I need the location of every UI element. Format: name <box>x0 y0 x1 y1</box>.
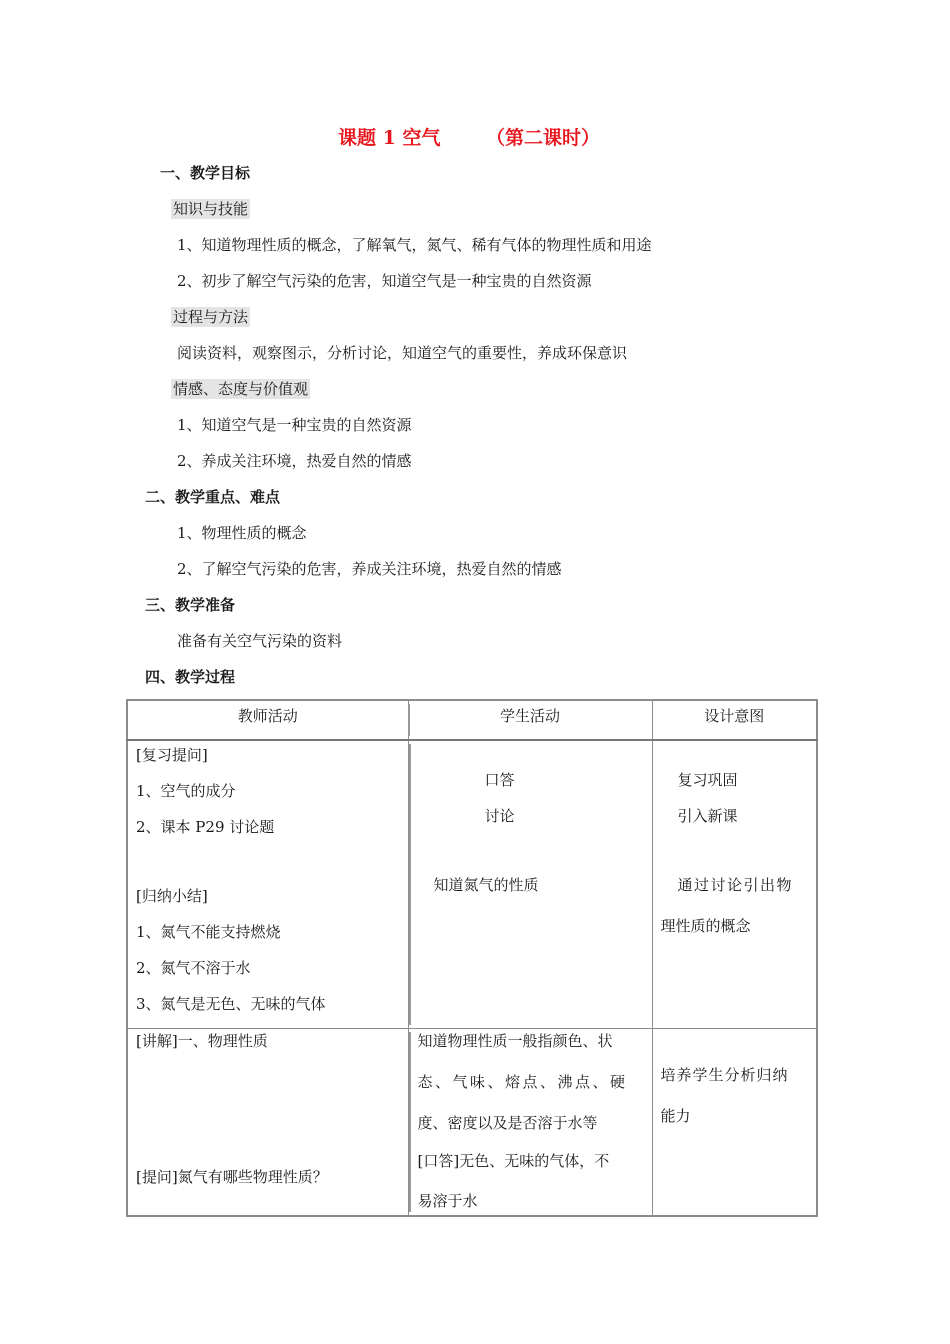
header-cell-design <box>652 700 817 740</box>
design-line: 能力 <box>660 1106 691 1125</box>
list-item: 1、知道空气是一种宝贵的自然资源 <box>177 416 412 434</box>
student-cell <box>408 1028 652 1216</box>
student-line: 知道氮气的性质 <box>433 876 539 894</box>
subsection-label-process: 过程与方法 <box>173 308 249 326</box>
list-item: 准备有关空气污染的资料 <box>177 632 343 650</box>
subsection-label-attitude: 情感、态度与价值观 <box>173 380 309 398</box>
student-line: 讨论 <box>484 807 515 825</box>
table-header-row <box>127 700 817 740</box>
teacher-line: [复习提问] <box>136 746 208 764</box>
design-cell <box>652 1028 817 1216</box>
subsection-label-knowledge: 知识与技能 <box>173 200 249 218</box>
list-item: 2、初步了解空气污染的危害，知道空气是一种宝贵的自然资源 <box>177 272 592 290</box>
header-cell-student <box>408 700 652 740</box>
design-line: 培养学生分析归纳 <box>660 1065 789 1084</box>
page-title: 课题 1 空气 <box>338 127 441 149</box>
list-item: 阅读资料，观察图示，分析讨论，知道空气的重要性，养成环保意识 <box>177 344 628 362</box>
header-teacher-activity: 教师活动 <box>237 707 298 725</box>
list-item: 1、物理性质的概念 <box>177 524 307 542</box>
design-cell <box>652 740 817 1028</box>
design-line: 通过讨论引出物 <box>677 876 794 894</box>
header-cell-teacher <box>127 700 408 740</box>
section-heading-preparation: 三、教学准备 <box>145 596 236 614</box>
student-line: 易溶于水 <box>417 1191 478 1210</box>
teacher-line: 2、课本 P29 讨论题 <box>136 818 275 836</box>
design-line: 理性质的概念 <box>660 917 751 935</box>
list-item: 2、养成关注环境，热爱自然的情感 <box>177 452 412 470</box>
teacher-line: [归纳小结] <box>136 887 208 905</box>
student-line: 态、气味、熔点、沸点、硬 <box>417 1072 628 1091</box>
section-heading-keypoints: 二、教学重点、难点 <box>145 488 281 506</box>
student-line: 度、密度以及是否溶于水等 <box>417 1113 598 1132</box>
teacher-line: [讲解]一、物理性质 <box>136 1031 268 1050</box>
teacher-line: 2、氮气不溶于水 <box>136 959 251 977</box>
list-item: 1、知道物理性质的概念，了解氧气，氮气、稀有气体的物理性质和用途 <box>177 236 652 254</box>
header-design-intent: 设计意图 <box>704 707 765 725</box>
header-student-activity: 学生活动 <box>499 707 560 725</box>
student-cell <box>408 740 652 1028</box>
section-heading-objectives: 一、教学目标 <box>160 164 251 182</box>
design-line: 引入新课 <box>677 807 738 825</box>
section-heading-process: 四、教学过程 <box>145 668 236 686</box>
teacher-line: 1、空气的成分 <box>136 782 236 800</box>
teacher-line: 3、氮气是无色、无味的气体 <box>136 995 326 1013</box>
teacher-cell <box>127 1028 408 1216</box>
teacher-cell <box>127 740 408 1028</box>
page-subtitle: （第二课时） <box>486 127 601 149</box>
teaching-process-table <box>126 699 818 1217</box>
list-item: 2、了解空气污染的危害，养成关注环境，热爱自然的情感 <box>177 560 562 578</box>
teacher-line: [提问]氮气有哪些物理性质？ <box>136 1167 328 1186</box>
table-row <box>127 740 817 1028</box>
student-line: [口答]无色、无味的气体，不 <box>417 1151 610 1170</box>
student-line: 口答 <box>484 771 515 789</box>
teacher-line: 1、氮气不能支持燃烧 <box>136 923 281 941</box>
student-line: 知道物理性质一般指颜色、状 <box>417 1031 613 1050</box>
design-line: 复习巩固 <box>677 771 738 789</box>
table-row <box>127 1028 817 1216</box>
